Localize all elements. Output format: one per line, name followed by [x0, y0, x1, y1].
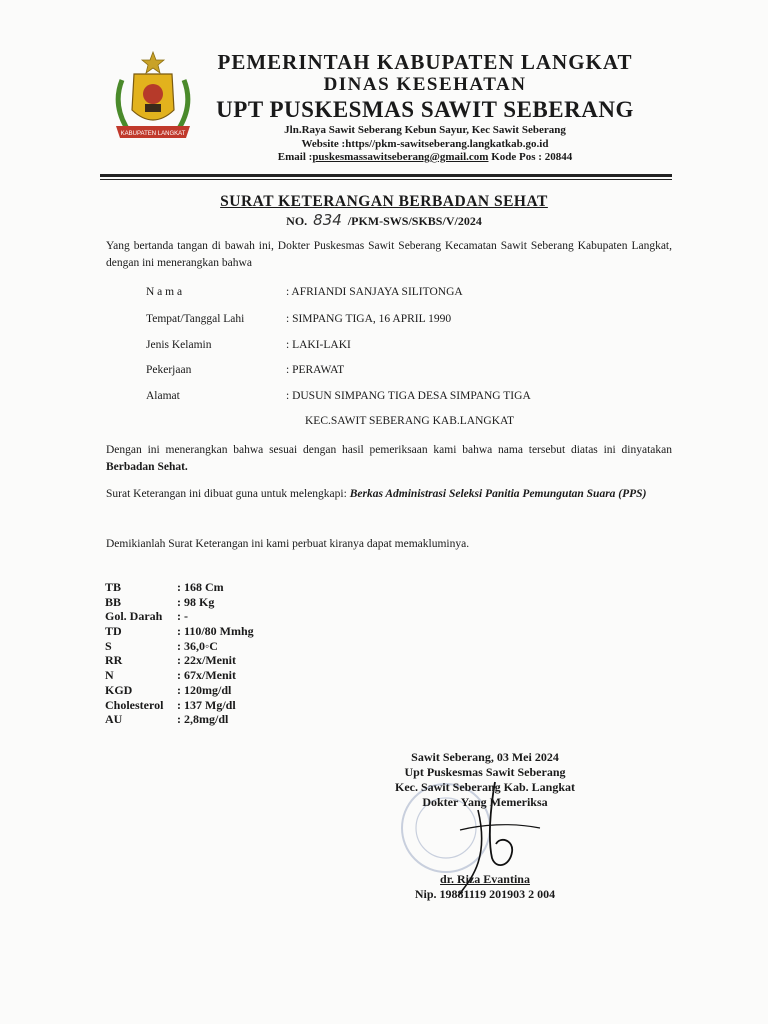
vital-label: KGD — [105, 682, 133, 697]
field-value: : DUSUN SIMPANG TIGA DESA SIMPANG TIGA — [286, 390, 531, 402]
field-label: Tempat/Tanggal Lahi — [146, 313, 245, 325]
intro-paragraph: Yang bertanda tangan di bawah ini, Dokter Puskesmas Sawit Seberang Kecamatan Sawit Seberang Kabupaten Langkat, dengan ini menerangkan bahwa — [106, 240, 672, 269]
vital-label: TB — [105, 580, 122, 594]
vital-label: RR — [105, 653, 123, 668]
field-label: Jenis Kelamin — [146, 339, 212, 351]
signer-nip: Nip. 19881119 201903 2 004 — [414, 887, 556, 901]
statement-text: Dengan ini menerangkan bahwa sesuai dengan hasil pemeriksaan kami bahwa nama tersebut diatas ini dinyatakan — [106, 444, 672, 456]
department-name: DINAS KESEHATAN — [323, 74, 527, 95]
purpose-paragraph — [106, 486, 672, 503]
field-value: : AFRIANDI SANJAYA SILITONGA — [286, 286, 463, 298]
logo-banner-text: KABUPATEN LANGKAT — [120, 131, 186, 137]
place-date: Sawit Seberang, 03 Mei 2024 — [411, 750, 559, 764]
field-label: Pekerjaan — [146, 364, 192, 376]
vital-value: : 67x/Menit — [177, 668, 236, 683]
clinic-name: UPT PUSKESMAS SAWIT SEBERANG — [216, 97, 634, 122]
postal-code: Kode Pos : 20844 — [491, 151, 573, 163]
signer-role: Dokter Yang Memeriksa — [422, 795, 548, 809]
clinic-address: Jln.Raya Sawit Seberang Kebun Sayur, Kec Sawit Seberang — [284, 124, 566, 136]
signer-name: dr. Riza Evantina — [440, 872, 530, 886]
document-title: SURAT KETERANGAN BERBADAN SEHAT — [220, 193, 548, 210]
signature-block — [380, 750, 590, 902]
field-value: : PERAWAT — [286, 364, 345, 376]
statement-bold: Berbadan Sehat. — [106, 461, 188, 473]
field-label: Alamat — [146, 390, 180, 402]
clinic-website: Website :https//pkm-sawitseberang.langkatkab.go.id — [301, 137, 549, 150]
vital-label: AU — [105, 712, 123, 727]
vital-label: TD — [105, 624, 122, 639]
purpose-italic: Berkas Administrasi Seleksi Panitia Pemungutan Suara (PPS) — [349, 488, 647, 500]
vital-value: : 2,8mg/dl — [177, 712, 229, 727]
header-divider-thin — [100, 179, 672, 180]
header-divider-thick — [100, 174, 672, 177]
signer-org-region: Kec. Sawit Seberang Kab. Langkat — [394, 780, 575, 794]
handwritten-number: 834 — [313, 211, 342, 229]
number-suffix: /PKM-SWS/SKBS/V/2024 — [347, 214, 482, 228]
letterhead — [205, 50, 645, 165]
statement-paragraph — [106, 442, 672, 476]
regency-emblem-icon — [100, 50, 206, 144]
closing-paragraph: Demikianlah Surat Keterangan ini kami perbuat kiranya dapat memakluminya. — [106, 538, 470, 550]
vital-value: : 168 Cm — [177, 580, 224, 594]
clinic-email: puskesmassawitseberang@gmail.com — [312, 151, 489, 163]
government-name: PEMERINTAH KABUPATEN LANGKAT — [217, 50, 633, 74]
vital-value: : 22x/Menit — [177, 653, 236, 668]
document-number — [0, 211, 768, 229]
vital-value: : - — [177, 609, 188, 624]
clinic-contact — [205, 151, 645, 165]
vital-label: BB — [105, 594, 122, 609]
vital-value: : 36,0◦C — [177, 638, 218, 653]
field-value: : SIMPANG TIGA, 16 APRIL 1990 — [286, 313, 452, 325]
vital-label: Cholesterol — [105, 697, 164, 712]
purpose-text: Surat Keterangan ini dibuat guna untuk melengkapi: — [106, 488, 350, 500]
vital-value: : 137 Mg/dl — [177, 697, 236, 712]
number-prefix: NO. — [286, 214, 308, 228]
email-label: Email : — [277, 151, 313, 163]
vital-value: : 98 Kg — [177, 594, 215, 609]
vital-label: N — [105, 668, 114, 683]
signer-org: Upt Puskesmas Sawit Seberang — [404, 765, 566, 779]
vital-label: S — [105, 638, 112, 653]
field-value: : LAKI-LAKI — [286, 339, 351, 351]
field-address-continued: KEC.SAWIT SEBERANG KAB.LANGKAT — [305, 415, 515, 427]
vital-value: : 120mg/dl — [177, 682, 232, 697]
vital-label: Gol. Darah — [105, 609, 163, 624]
field-label: N a m a — [146, 286, 183, 298]
vital-value: : 110/80 Mmhg — [177, 624, 254, 639]
